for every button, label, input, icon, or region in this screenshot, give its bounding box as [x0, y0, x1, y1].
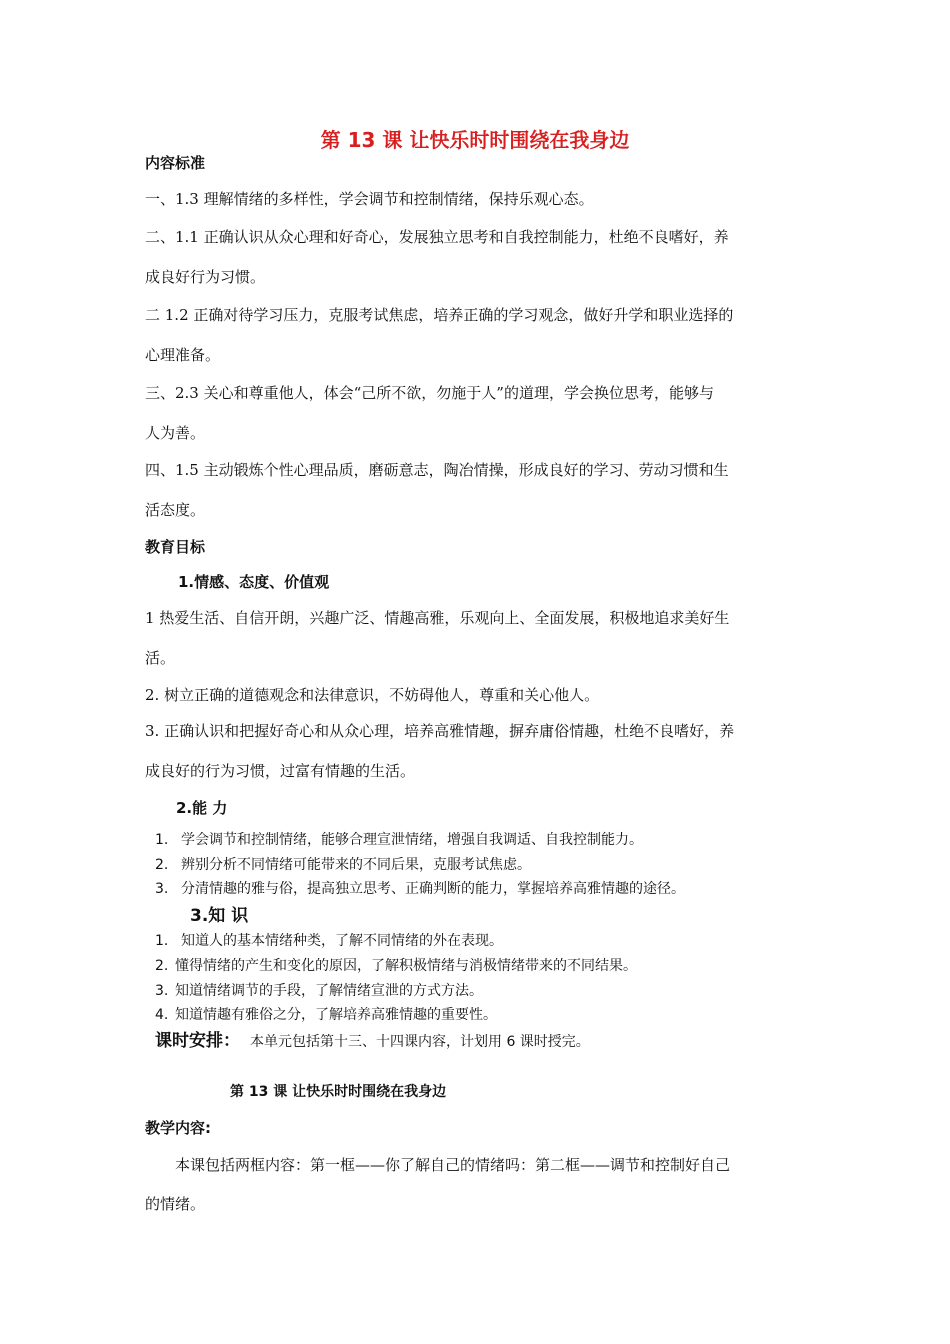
paragraph-line: 3. 正确认识和把握好奇心和从众心理，培养高雅情趣，摒弃庸俗情趣，杜绝不良嗜好，养 [145, 722, 735, 740]
list-number: 1. [155, 832, 169, 848]
ability-item [155, 829, 643, 849]
paragraph-line: 本课包括两框内容：第一框——你了解自己的情绪吗：第二框——调节和控制好自己 [175, 1156, 731, 1174]
paragraph-line: 二、1.1 正确认识从众心理和好奇心，发展独立思考和自我控制能力，杜绝不良嗜好，养 [145, 228, 729, 246]
paragraph-line: 2. 树立正确的道德观念和法律意识，不妨碍他人，尊重和关心他人。 [145, 686, 600, 704]
paragraph-line: 心理准备。 [145, 346, 221, 364]
paragraph-line: 活态度。 [145, 501, 206, 519]
list-text: 知道情绪调节的手段，了解情绪宣泄的方式方法。 [175, 983, 483, 999]
ability-item [155, 854, 531, 874]
list-number: 2. [155, 958, 169, 974]
knowledge-item [155, 955, 637, 975]
section-heading-teaching-content: 教学内容: [145, 1119, 211, 1137]
list-number: 3. [155, 881, 169, 897]
paragraph-line: 一、1.3 理解情绪的多样性，学会调节和控制情绪，保持乐观心态。 [145, 190, 594, 208]
paragraph-line: 成良好行为习惯。 [145, 268, 266, 286]
document-title: 第 13 课 让快乐时时围绕在我身边 [320, 128, 630, 152]
list-text: 辨别分析不同情绪可能带来的不同后果，克服考试焦虑。 [181, 857, 531, 873]
list-text: 分清情趣的雅与俗，提高独立思考、正确判断的能力，掌握培养高雅情趣的途径。 [181, 881, 685, 897]
knowledge-item [155, 1004, 497, 1024]
paragraph-line: 活。 [145, 649, 176, 667]
section-heading-education-goals: 教育目标 [145, 538, 206, 556]
subheading-emotion-attitude-values: 1.情感、态度、价值观 [178, 573, 330, 591]
ability-item [155, 878, 685, 898]
list-text: 知道人的基本情绪种类，了解不同情绪的外在表现。 [181, 933, 503, 949]
paragraph-line: 四、1.5 主动锻炼个性心理品质，磨砺意志，陶冶情操，形成良好的学习、劳动习惯和生 [145, 461, 729, 479]
list-number: 4. [155, 1007, 169, 1023]
list-text: 知道情趣有雅俗之分，了解培养高雅情趣的重要性。 [175, 1007, 497, 1023]
lesson-title: 第 13 课 让快乐时时围绕在我身边 [230, 1084, 447, 1100]
list-number: 1. [155, 933, 169, 949]
knowledge-item [155, 980, 483, 1000]
paragraph-line: 的情绪。 [145, 1195, 206, 1213]
list-text: 懂得情绪的产生和变化的原因，了解积极情绪与消极情绪带来的不同结果。 [175, 958, 637, 974]
paragraph-line: 人为善。 [145, 424, 206, 442]
subheading-knowledge: 3.知 识 [190, 906, 249, 926]
paragraph-line: 成良好的行为习惯，过富有情趣的生活。 [145, 762, 416, 780]
list-text: 学会调节和控制情绪，能够合理宣泄情绪，增强自我调适、自我控制能力。 [181, 832, 643, 848]
schedule-label: 课时安排： [155, 1031, 240, 1051]
list-number: 3. [155, 983, 169, 999]
subheading-ability: 2.能 力 [176, 799, 228, 817]
list-number: 2. [155, 857, 169, 873]
paragraph-line: 1 热爱生活、自信开朗，兴趣广泛、情趣高雅，乐观向上、全面发展，积极地追求美好生 [145, 609, 730, 627]
paragraph-line: 二 1.2 正确对待学习压力，克服考试焦虑，培养正确的学习观念，做好升学和职业选择的 [145, 306, 734, 324]
knowledge-item [155, 930, 503, 950]
paragraph-line: 三、2.3 关心和尊重他人，体会“己所不欲，勿施于人”的道理，学会换位思考，能够与 [145, 384, 714, 402]
schedule-text: 本单元包括第十三、十四课内容，计划用 6 课时授完。 [250, 1034, 590, 1050]
section-heading-content-standards: 内容标准 [145, 154, 206, 172]
schedule-line [155, 1026, 590, 1051]
